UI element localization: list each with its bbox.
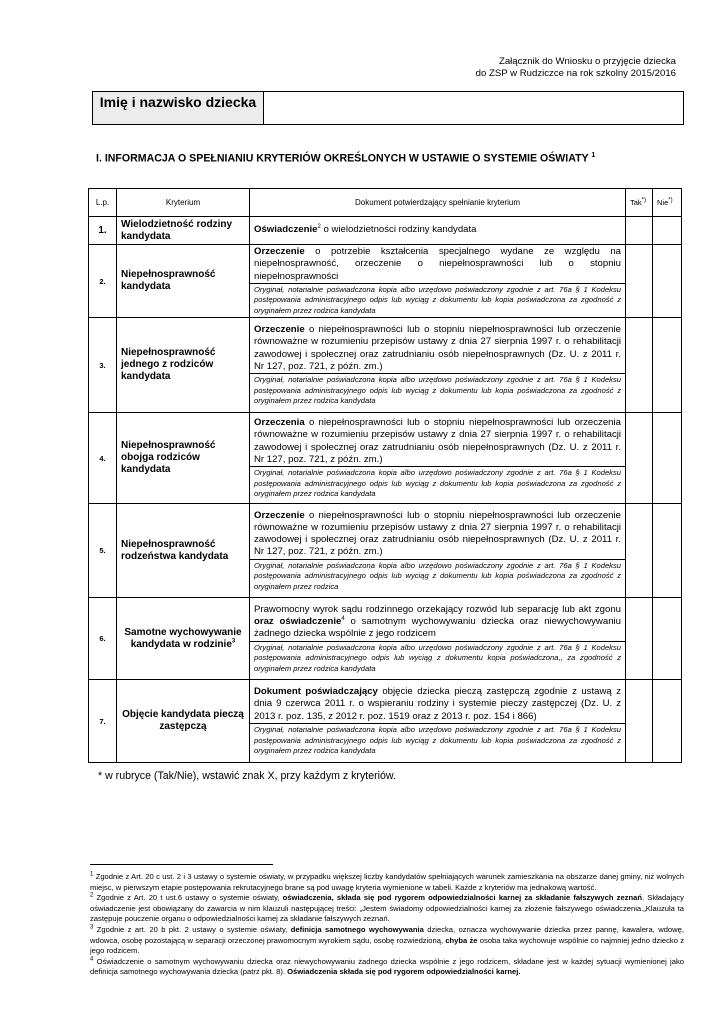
section-title: I. INFORMACJA O SPEŁNIANIU KRYTERIÓW OKREŚLONYCH W USTAWIE O SYSTEMIE OŚWIATY $^1$ [96,152,596,165]
row-number: 3. [89,318,117,413]
attachment-header [476,56,676,80]
child-name-box[interactable] [92,91,684,125]
document-cell: Orzeczenie o niepełnosprawności lub o stopniu niepełnosprawności lub orzeczenie równoważne w rozumieniu przepisów ustawy z dnia 27 sierpnia 1997 r. o rehabilitacji zawodowej i społecznej oraz zatrudnianiu osób niepełnosprawnych (Dz. U. z 2011 r. Nr 127, poz. 721, z późn. zm.) Oryginał, notarialnie poświadczona kopia albo urzędowo poświadczony zgodnie z art. 76a § 1 Kodeksu postępowania administracyjnego odpis lub wyciąg z dokumentu lub kopia poświadczona za zgodność z oryginałem przez rodzica kandydata [250,318,626,413]
header-nie: Nie*) [653,189,682,217]
footnote-separator [90,864,273,865]
row-number: 5. [89,504,117,598]
table-row [89,318,682,413]
document-cell: Oświadczenie$^2$ o wielodzietności rodziny kandydata [250,217,626,245]
footnote-1: $^1$ Zgodnie z Art. 20 c ust. 2 i 3 ustawy o systemie oświaty, w przypadku większej liczby kandydatów spełniających warunek zamieszkania na obszarze danej gminy, niż wolnych miejsc, w pierwszym etapie postępowania rekrutacyjnego brane są pod uwagę kryteria wymienione w tabeli. Każde z kryteriów ma jednakową wartość. [90,871,684,892]
nie-checkbox-cell[interactable] [653,598,682,680]
table-row [89,245,682,318]
footnote-2: $^2$ Zgodnie z Art. 20 t ust.6 ustawy o systemie oświaty, oświadczenia, składa się pod rygorem odpowiedzialności karnej za składanie fałszywych zeznań. Składający oświadczenie jest obowiązany do zawarcia w nim klauzuli następującej treści: „Jestem świadomy odpowiedzialności karnej za złożenie fałszywego oświadczenia.„Klauzula ta zastępuje pouczenie organu o odpowiedzialności karnej za składanie fałszywych zeznań. [90,892,684,924]
header-line-1: Załącznik do Wniosku o przyjęcie dziecka [498,56,676,67]
child-name-label: Imię i nazwisko dziecka [93,92,264,124]
tak-checkbox-cell[interactable] [626,504,653,598]
criterion-name: Samotne wychowywanie kandydata w rodzinie$^3$ [117,598,250,680]
nie-checkbox-cell[interactable] [653,318,682,413]
table-row [89,217,682,245]
footnotes [90,872,684,978]
tak-checkbox-cell[interactable] [626,245,653,318]
document-cell: Prawomocny wyrok sądu rodzinnego orzekający rozwód lub separację lub akt zgonu oraz oświadczenie$^4$ o samotnym wychowywaniu dziecka oraz niewychowywaniu żadnego dziecka wspólnie z jego rodzicem Oryginał, notarialnie poświadczona kopia albo urzędowo poświadczony zgodnie z art. 76a § 1 Kodeksu postępowania administracyjnego odpis lub wyciąg z dokumentu kopia poświadczona,, za zgodność z oryginałem przez rodzica kandydata [250,598,626,680]
header-dokument: Dokument potwierdzający spełnianie kryterium [250,189,626,217]
table-row [89,680,682,763]
nie-checkbox-cell[interactable] [653,245,682,318]
tak-checkbox-cell[interactable] [626,598,653,680]
table-header-row [89,189,682,217]
row-number: 7. [89,680,117,763]
nie-checkbox-cell[interactable] [653,504,682,598]
header-kryterium: Kryterium [117,189,250,217]
header-lp: L.p. [89,189,117,217]
criterion-name: Objęcie kandydata pieczą zastępczą [117,680,250,763]
criterion-name: Niepełnosprawność obojga rodziców kandydata [117,413,250,504]
criterion-name: Niepełnosprawność kandydata [117,245,250,318]
header-tak: Tak*) [626,189,653,217]
nie-checkbox-cell[interactable] [653,413,682,504]
nie-checkbox-cell[interactable] [653,680,682,763]
nie-checkbox-cell[interactable] [653,217,682,245]
table-row [89,413,682,504]
criterion-name: Niepełnosprawność jednego z rodziców kandydata [117,318,250,413]
tak-checkbox-cell[interactable] [626,680,653,763]
table-row [89,598,682,680]
table-row [89,504,682,598]
criterion-name: Niepełnosprawność rodzeństwa kandydata [117,504,250,598]
tak-checkbox-cell[interactable] [626,318,653,413]
row-number: 2. [89,245,117,318]
tak-checkbox-cell[interactable] [626,217,653,245]
criterion-name: Wielodzietność rodziny kandydata [117,217,250,245]
footnote-4: $^4$ Oświadczenie o samotnym wychowywaniu dziecka oraz niewychowywaniu żadnego dziecka wspólnie z jego rodzicem, składane jest w każdej sytuacji wymienionej jako definicja samotnego wychowywania dziecka (patrz pkt. 8). Oświadczenia składa się pod rygorem odpowiedzialności karnej. [90,956,684,977]
row-number: 6. [89,598,117,680]
document-cell: Orzeczenie o niepełnosprawności lub o stopniu niepełnosprawności lub orzeczenie równoważne w rozumieniu przepisów ustawy z dnia 27 sierpnia 1997 r. o rehabilitacji zawodowej i społecznej oraz zatrudnianiu osób niepełnosprawnych (Dz. U. z 2011 r. Nr 127, poz. 721, z późn. zm.) Oryginał, notarialnie poświadczona kopia albo urzędowo poświadczony zgodnie z art. 76a § 1 Kodeksu postępowania administracyjnego odpis lub wyciąg z dokumentu lub kopia poświadczona za zgodność z oryginałem przez rodzica [250,504,626,598]
criteria-table [88,188,682,763]
row-number: 4. [89,413,117,504]
document-cell: Orzeczenie o potrzebie kształcenia specjalnego wydane ze względu na niepełnosprawność, orzeczenie o niepełnosprawności lub o stopniu niepełnosprawności Oryginał, notarialnie poświadczona kopia albo urzędowo poświadczony zgodnie z art. 76a § 1 Kodeksu postępowania administracyjnego odpis lub wyciąg z dokumentu lub kopia poświadczona za zgodność z oryginałem przez rodzica kandydata [250,245,626,318]
tak-checkbox-cell[interactable] [626,413,653,504]
xmark-instruction: * w rubryce (Tak/Nie), wstawić znak X, przy każdym z kryteriów. [98,770,396,782]
footnote-3: $^3$ Zgodnie z art. 20 b pkt. 2 ustawy o systemie oświaty, definicja samotnego wychowywania dziecka, oznacza wychowywanie dziecka przez pannę, kawalera, wdowę, wdowca, osobę pozostającą w separacji orzeczonej prawomocnym wyrokiem sądu, osobę rozwiedzioną, chyba że osoba taka wychowuje wspólnie co najmniej jedno dziecko z jego rodzicem. [90,924,685,956]
document-cell: Orzeczenia o niepełnosprawności lub o stopniu niepełnosprawności lub orzeczenia równoważne w rozumieniu przepisów ustawy z dnia 27 sierpnia 1997 r. o rehabilitacji zawodowej i społecznej oraz zatrudnianiu osób niepełnosprawnych (Dz. U. z 2011 r. Nr 127, poz. 721, z późn. zm.) Oryginał, notarialnie poświadczona kopia albo urzędowo poświadczony zgodnie z art. 76a § 1 Kodeksu postępowania administracyjnego odpis lub wyciąg z dokumentu lub kopia poświadczona za zgodność z oryginałem przez rodzica kandydata [250,413,626,504]
document-cell: Dokument poświadczający objęcie dziecka pieczą zastępczą zgodnie z ustawą z dnia 9 czerwca 2011 r. o wspieraniu rodziny i systemie pieczy zastępczej (Dz. U. z 2013 r. poz. 135, z 2012 r. poz. 1519 oraz z 2013 r. poz. 154 i 866) Oryginał, notarialnie poświadczona kopia albo urzędowo poświadczony zgodnie z art. 76a § 1 Kodeksu postępowania administracyjnego odpis lub wyciąg z dokumentu lub kopia poświadczona za zgodność z oryginałem przez rodzica kandydata [250,680,626,763]
row-number: 1. [89,217,117,245]
header-line-2: do ZSP w Rudziczce na rok szkolny 2015/2016 [475,68,676,79]
